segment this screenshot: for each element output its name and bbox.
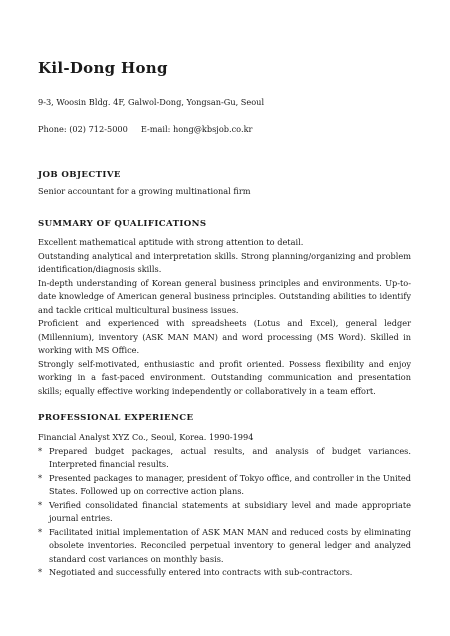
summary-item: Strongly self-motivated, enthusiastic and profit oriented. Possess flexibility and enjoy working in a fast-paced environment. Outstanding communication and presentation skills; equally effective working independently or collaboratively in a team effort. — [38, 358, 411, 396]
summary-list — [38, 236, 411, 398]
experience-section — [38, 431, 411, 580]
position-line: Financial Analyst XYZ Co., Seoul, Korea. 1990-1994 — [38, 432, 254, 442]
bullet-text: Prepared budget packages, actual results, and analysis of budget variances. Interpreted financial results. — [49, 445, 411, 469]
bullet-mark: * — [38, 472, 43, 483]
experience-bullet — [38, 566, 411, 580]
experience-bullet — [38, 499, 411, 526]
summary-item: Proficient and experienced with spreadsheets (Lotus and Excel), general ledger (Millennium), inventory (ASK MAN MAN) and word processing (MS Word). Skilled in working with MS Office. — [38, 318, 411, 355]
address-line: 9-3, Woosin Bldg. 4F, Galwol-Dong, Yongsan-Gu, Seoul — [38, 97, 265, 107]
contact-line: Phone: (02) 712-5000 E-mail: hong@kbsjob.co.kr — [38, 124, 253, 134]
summary-item: Outstanding analytical and interpretation skills. Strong planning/organizing and problem identification/diagnosis skills. — [38, 250, 411, 274]
experience-bullet — [38, 445, 411, 472]
bullet-text: Facilitated initial implementation of ASK MAN MAN and reduced costs by eliminating obsolete inventories. Reconciled perpetual inventory to general ledger and analyzed standard cost variances on monthly basis. — [49, 526, 411, 564]
bullet-mark: * — [38, 445, 43, 456]
objective-heading: JOB OBJECTIVE — [38, 170, 121, 180]
bullet-text: Presented packages to manager, president of Tokyo office, and controller in the United States. Followed up on corrective action plans. — [49, 472, 411, 496]
bullet-text: Verified consolidated financial statements at subsidiary level and made appropriate journal entries. — [49, 499, 411, 523]
experience-bullet — [38, 472, 411, 499]
summary-item: Excellent mathematical aptitude with strong attention to detail. — [38, 237, 304, 247]
experience-heading: PROFESSIONAL EXPERIENCE — [38, 413, 194, 423]
bullet-mark: * — [38, 499, 43, 510]
bullet-mark: * — [38, 567, 43, 577]
experience-bullet — [38, 526, 411, 567]
summary-heading: SUMMARY OF QUALIFICATIONS — [38, 219, 207, 229]
summary-item: In-depth understanding of Korean general business principles and environments. Up-to-date knowledge of American general business principles. Outstanding abilities to identify and tackle critical multicultural business issues. — [38, 277, 411, 315]
objective-text: Senior accountant for a growing multinational firm — [38, 186, 251, 196]
bullet-mark: * — [38, 526, 43, 537]
bullet-text: Negotiated and successfully entered into contracts with sub-contractors. — [49, 567, 353, 577]
resume-name: Kil-Dong Hong — [38, 59, 168, 77]
